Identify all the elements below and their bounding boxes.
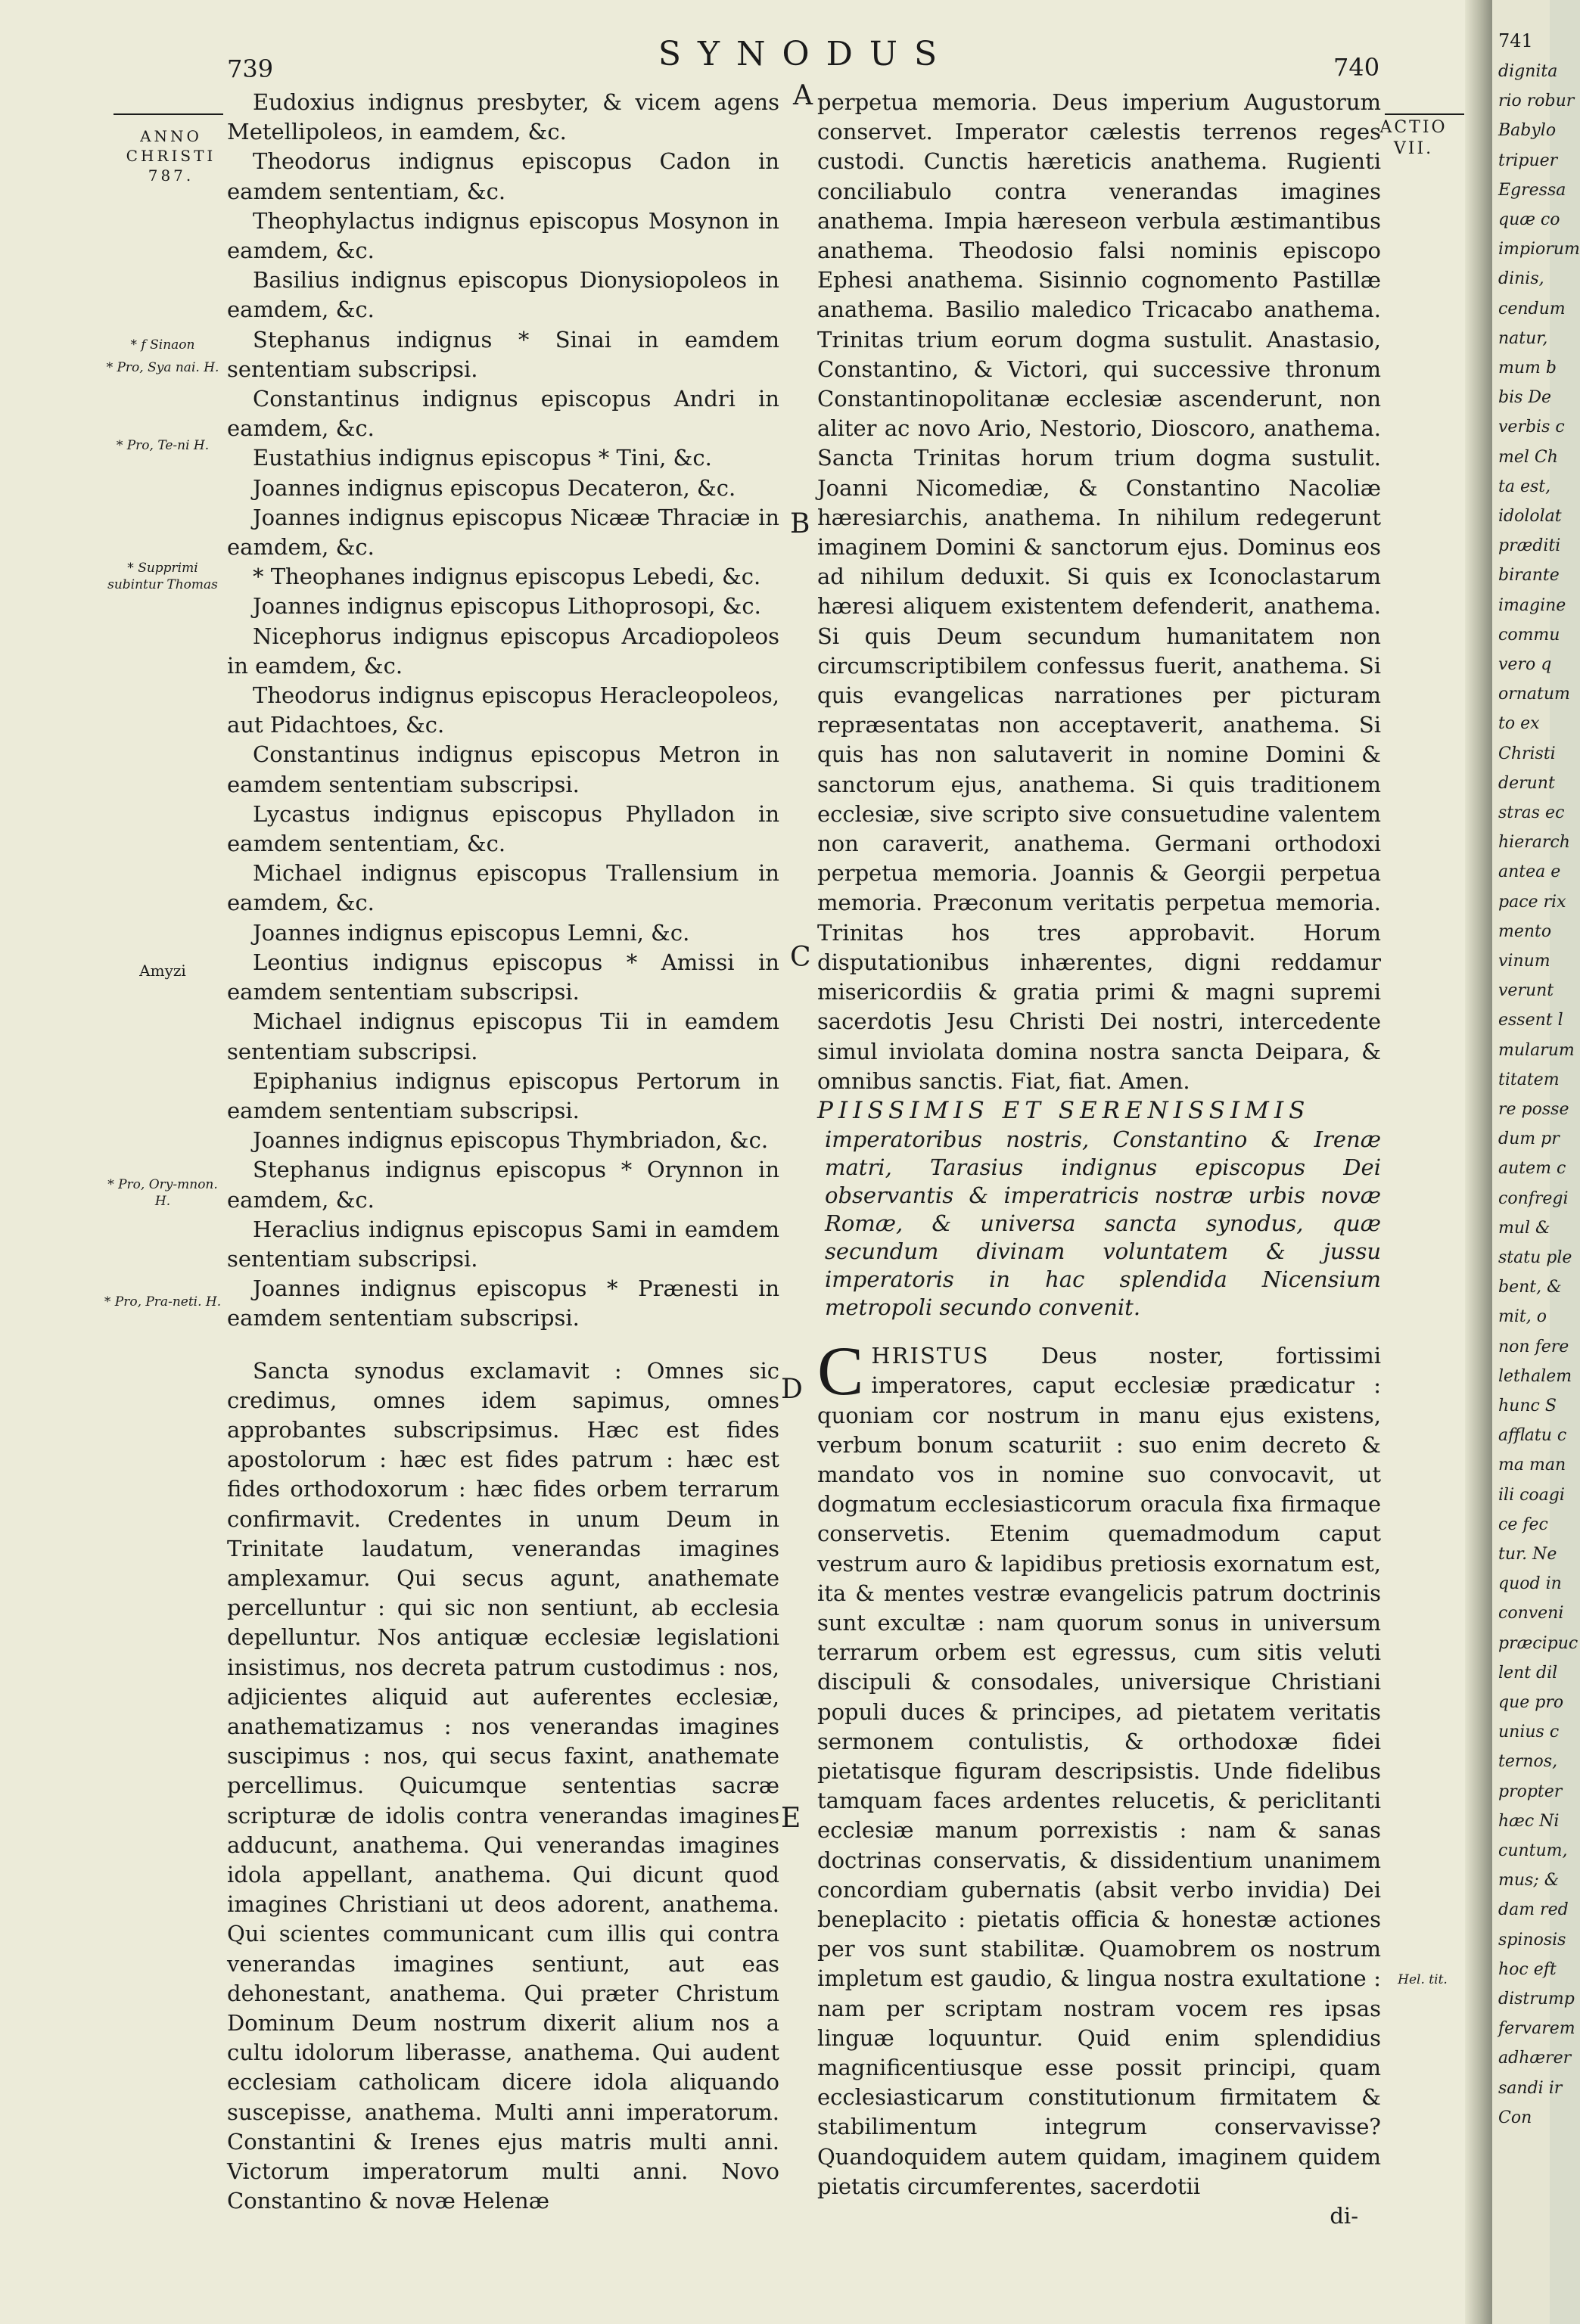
acclamation-paragraph: Sancta synodus exclamavit : Omnes sic credimus, omnes idem sapimus, omnes approbantes subscripsimus. Hæc est fides apostolorum : hæc est fides patrum : hæc est fides orthodoxorum : hæc fides orbem terrarum confirmavit. Credentes in unum Deum in Trinitate laudatum, venerandas imagines amplexamur. Qui secus agunt, anathemate percelluntur : qui sic non sentiunt, ab ecclesia depelluntur. Nos antiquæ ecclesiæ legislationi insistimus, nos decreta patrum custodimus : nos, adjicientes aliquid aut auferentes ecclesiæ, anathematizamus : nos venerandas imagines suscipimus : nos, qui secus faxint, anathemate percellimus. Quicumque sententias sacræ scripturæ de idolis contra venerandas imagines adducunt, anathema. Qui venerandas imagines idola appellant, anathema. Qui dicunt quod imagines Christiani ut deos adorent, anathema. Qui scientes communicant cum illis qui contra venerandas imagines sentiunt, aut eas dehonestant, anathema. Qui præter Christum Dominum Deum nostrum dixerit alium nos a cultu idolorum liberasse, anathema. Qui audent ecclesiam catholicam dicere idola aliquando suscepisse, anathema. Multi anni imperatorum. Constantini & Irenes ejus matris multi anni. Victorum imperatorum multi anni. Novo Constantino & novæ Helenæ [227,1357,779,2214]
adjacent-line: dignita [1498,62,1558,81]
adjacent-line: vero q [1498,655,1552,674]
adjacent-line: ornatum [1498,685,1570,704]
signature-entry: Joannes indignus episcopus Lithoprosopi, &c. [253,593,761,620]
adjacent-line: commu [1498,625,1560,645]
letter-body-lead: HRISTUS [871,1343,990,1369]
right-margin-rule [1385,113,1464,115]
adjacent-line: unius c [1498,1723,1560,1742]
adjacent-line: hoc eft [1498,1959,1557,1979]
left-column [227,88,779,2216]
adjacent-line: natur, [1498,328,1548,348]
adjacent-line: sandi ir [1498,2078,1563,2098]
adjacent-line: lethalem [1498,1366,1572,1386]
adjacent-line: mus; & [1498,1871,1560,1891]
signature-entry: Nicephorus indignus episcopus Arcadiopoleos in eamdem, &c. [227,623,779,679]
left-margin-rule [114,113,223,115]
actio-label-line: VII. [1393,139,1434,158]
signature-entry: Basilius indignus episcopus Dionysiopoleos in eamdem, &c. [227,267,779,323]
year-label-line: ANNO [140,127,202,145]
signature-entry: Lycastus indignus episcopus Phylladon in eamdem sententiam, &c. [227,800,779,857]
letter-body [817,1332,1382,2201]
adjacent-line: essent l [1498,1011,1563,1030]
signature-entry: Stephanus indignus episcopus * Orynnon in eamdem, &c. [227,1157,779,1213]
adjacent-line: impiorum [1498,240,1580,259]
adjacent-line: imagine [1498,595,1566,615]
right-folio: 740 [1333,53,1380,82]
adjacent-line: mento [1498,921,1552,941]
section-letter: A [793,80,813,111]
year-label [126,126,216,185]
adjacent-line: stras ec [1498,803,1565,822]
adjacent-line: lent dil [1498,1663,1558,1682]
margin-note: * Pro, Pra-neti. H. [104,1294,222,1310]
adjacent-line: Egressa [1498,180,1566,200]
signature-entry: Stephanus indignus * Sinai in eamdem sententiam subscripsi. [227,326,779,382]
section-letter: E [781,1803,801,1834]
adjacent-line: Christi [1498,744,1556,763]
section-letter: D [781,1374,803,1405]
adjacent-line: hæc Ni [1498,1811,1560,1831]
margin-note: * Pro, Sya nai. H. [106,360,219,375]
adjacent-line: dinis, [1498,269,1544,289]
adjacent-line: cuntum, [1498,1841,1568,1860]
adjacent-line: bent, & [1498,1278,1562,1297]
adjacent-line: autem c [1498,1159,1566,1179]
left-folio: 739 [227,54,274,83]
signature-entry: Leontius indignus episcopus * Amissi in eamdem sententiam subscripsi. [227,949,779,1005]
signature-entry: Joannes indignus episcopus Decateron, &c. [253,474,736,501]
margin-note: * f Sinaon [130,337,195,353]
adjacent-line: cendum [1498,299,1566,318]
adjacent-line: dam red [1498,1900,1569,1920]
adjacent-line: Con [1498,2108,1532,2127]
adjacent-line: ma man [1498,1456,1566,1475]
adjacent-line: non fere [1498,1337,1569,1356]
signature-entry: Constantinus indignus episcopus Andri in eamdem, &c. [227,386,779,442]
signature-entry: Theodorus indignus episcopus Cadon in eamdem sententiam, &c. [227,148,779,204]
adjacent-line: propter [1498,1782,1563,1801]
adjacent-line: dum pr [1498,1129,1560,1149]
adjacent-line: tur. Ne [1498,1545,1557,1564]
signature-entry: Theodorus indignus episcopus Heracleopoleos, aut Pidachtoes, &c. [227,682,779,738]
adjacent-line: ternos, [1498,1752,1558,1772]
year-label-line: CHRISTI [126,147,216,165]
adjacent-line: mul & [1498,1218,1550,1238]
margin-note: * Pro, Ory-mnon. H. [107,1177,218,1209]
drop-cap: C [817,1332,864,1410]
book-gutter [1465,0,1492,2324]
signature-entry: Eudoxius indignus presbyter, & vicem agens Metellipoleos, in eamdem, &c. [227,89,779,145]
signature-entry: Joannes indignus episcopus * Prænesti in eamdem sententiam subscripsi. [227,1275,779,1331]
adjacent-line: derunt [1498,773,1555,793]
adjacent-line: distrump [1498,1990,1575,2009]
actio-label-line: ACTIO [1379,118,1448,137]
adjacent-line: præcipuc [1498,1633,1578,1653]
letter-body-text: Deus noster, fortissimi imperatores, caput ecclesiæ prædicatur : quoniam cor nostrum in manu ejus existens, verbum bonum scaturiit : suo enim decreto & mandato vos in nomine suo convocavit, ut dogmatum ecclesiasticorum oracula fixa firmaque conservetis. Etenim quemadmodum caput vestrum auro & lapidibus pretiosis exornatum est, ita & mentes vestræ evangelicis patrum doctrinis sunt excultæ : nam quorum sonus in universum terrarum orbem est egressus, cum sitis veluti discipuli & consodales, universique Christiani populi duces & principes, ad pietatem veritatis sermonem contulistis, & orthodoxæ fidei pietatisque figuram descripsistis. Unde fidelibus tamquam faces ardentes relucetis, & periclitanti ecclesiæ manum porrexistis : nam & sanas doctrinas conservatis, & dissidentium unanimem concordiam gubernatis (absit verbo invidia) Dei beneplacito : pietatis officia & honestæ actiones per vos sunt stabilitæ. Quamobrem os nostrum impletum est gaudio, & lingua nostra exultatione : nam per scriptam nostram vocem res ipsas linguæ loquuntur. Quid enim splendidius magnificentiusque esse possit principi, quam ecclesiasticarum constitutionum firmitatem & stabilimentum integrum conservavisse? Quandoquidem autem quidam, imaginem quidem pietatis circumferentes, sacerdotii [817,1343,1382,2199]
adjacent-line: quæ co [1498,210,1560,229]
adjacent-line: hunc S [1498,1397,1557,1415]
margin-note: * Pro, Te-ni H. [116,438,210,453]
adjacent-line: adhærer [1498,2049,1572,2068]
adjacent-folio: 741 [1498,30,1533,51]
adjacent-line: Babylo [1498,121,1557,141]
adjacent-line: præditi [1498,536,1561,556]
section-letter: B [790,508,810,539]
section-letter: C [790,942,811,973]
adjacent-line: mum b [1498,359,1557,377]
adjacent-line: bis De [1498,388,1552,408]
adjacent-line: birante [1498,566,1560,586]
adjacent-page-edge [1492,0,1580,2324]
signature-entry: Michael indignus episcopus Trallensium in eamdem, &c. [227,860,779,916]
signature-list [227,88,779,1334]
adjacent-line: afflatu c [1498,1426,1567,1446]
signature-entry: Constantinus indignus episcopus Metron in eamdem sententiam subscripsi. [227,741,779,797]
running-title: SYNODUS [658,35,954,73]
footnote-reference: Hel. tit. [1398,1972,1448,1987]
adjacent-line: que pro [1498,1693,1564,1712]
adjacent-line: fervarem [1498,2019,1575,2039]
adjacent-line: antea e [1498,862,1561,882]
adjacent-line: ce fec [1498,1515,1548,1534]
adjacent-line: rio robur [1498,92,1575,111]
adjacent-line: verbis c [1498,418,1565,437]
signature-entry: Heraclius indignus episcopus Sami in eamdem sententiam subscripsi. [227,1216,779,1272]
right-column [817,88,1381,2231]
anathema-continuation: perpetua memoria. Deus imperium Augustorum conservet. Imperator cælestis terrenos reges custodi. Cunctis hæreticis anathema. Rugienti conciliabulo contra venerandas imagines anathema. Impia hæreseon verbula æstimantibus anathema. Theodosio falsi nominis episcopo Ephesi anathema. Sisinnio cognomento Pastillæ anathema. Basilio maledico Tricacabo anathema. Trinitas trium eorum dogma sustulit. Anastasio, Constantino, & Victori, qui successive thronum Constantinopolitanæ ecclesiæ ascenderunt, non aliter ac novo Ario, Nestorio, Dioscoro, anathema. Sancta Trinitas horum trium dogma sustulit. Joanni Nicomediæ, & Constantino Nacoliæ hæresiarchis, anathema. In nihilum redegerunt imaginem Domini & sanctorum ejus. Dominus eos ad nihilum deduxit. Si quis ex Iconoclastarum hæresi aliquem existentem defenderit, anathema. Si quis Deum secundum humanitatem non circumscriptibilem confessus fuerit, anathema. Si quis evangelicas narrationes per picturam repræsentatas non acceptaverit, anathema. Si quis has non salutaverit in nomine Domini & sanctorum ejus, anathema. Si quis traditionem ecclesiæ, sive scripto sive consuetudine valentem non caraverit, anathema. Germani orthodoxi perpetua memoria. Joannis & Georgii perpetua memoria. Præconum veritatis perpetua memoria. Trinitas hos tres approbavit. Horum disputationibus inhærentes, digni reddamur misericordiis & gratia primi & magni supremi sacerdotis Jesu Christi Dei nostri, intercedente simul inviolata domina nostra sancta Deipara, & omnibus sanctis. Fiat, fiat. Amen. [817,89,1381,1094]
adjacent-line: hierarch [1498,833,1570,853]
signature-entry: Theophylactus indignus episcopus Mosynon in eamdem, &c. [227,207,779,264]
adjacent-line: vinum [1498,952,1550,971]
signature-entry: Joannes indignus episcopus Thymbriadon, &c. [253,1127,769,1154]
adjacent-line: quod in [1498,1574,1562,1594]
adjacent-line: tripuer [1498,151,1558,170]
signature-entry: Joannes indignus episcopus Lemni, &c. [253,919,690,946]
adjacent-line: mit, o [1498,1307,1547,1327]
adjacent-line: idololat [1498,507,1562,526]
adjacent-line: pace rix [1498,892,1566,912]
signature-entry: Joannes indignus episcopus Nicææ Thraciæ in eamdem, &c. [227,504,779,561]
margin-note: * Supprimi subintur Thomas [107,561,218,592]
letter-heading: PIISSIMIS ET SERENISSIMIS [817,1096,1311,1124]
actio-label [1368,117,1459,160]
adjacent-line: ili coagi [1498,1485,1565,1505]
adjacent-line: spinosis [1498,1930,1566,1950]
adjacent-line: mularum [1498,1040,1575,1060]
signature-entry: Michael indignus episcopus Tii in eamdem sententiam subscripsi. [227,1008,779,1064]
adjacent-line: statu ple [1498,1248,1572,1267]
catchword: di- [1330,2203,1358,2229]
adjacent-line: ta est, [1498,477,1551,496]
year-label-line: 787. [148,166,194,185]
signature-entry: * Theophanes indignus episcopus Lebedi, &c. [253,564,761,590]
margin-note: Amyzi [139,962,186,980]
adjacent-line: re posse [1498,1100,1569,1119]
letter-dedication: imperatoribus nostris, Constantino & Irenæ matri, Tarasius indignus episcopus Dei observantis & imperatricis nostræ urbis novæ Romæ, & universa sancta synodus, quæ secundum divinam voluntatem & jussu imperatoris in hac splendida Nicensium metropoli secundo convenit. [825,1126,1381,1321]
adjacent-line: confregi [1498,1188,1569,1208]
adjacent-line: verunt [1498,981,1554,1001]
adjacent-line: conveni [1498,1604,1564,1623]
signature-entry: Epiphanius indignus episcopus Pertorum in eamdem sententiam subscripsi. [227,1067,779,1123]
adjacent-line: titatem [1498,1070,1560,1089]
adjacent-line: to ex [1498,714,1540,734]
signature-entry: Eustathius indignus episcopus * Tini, &c. [253,445,712,471]
adjacent-line: mel Ch [1498,447,1558,467]
